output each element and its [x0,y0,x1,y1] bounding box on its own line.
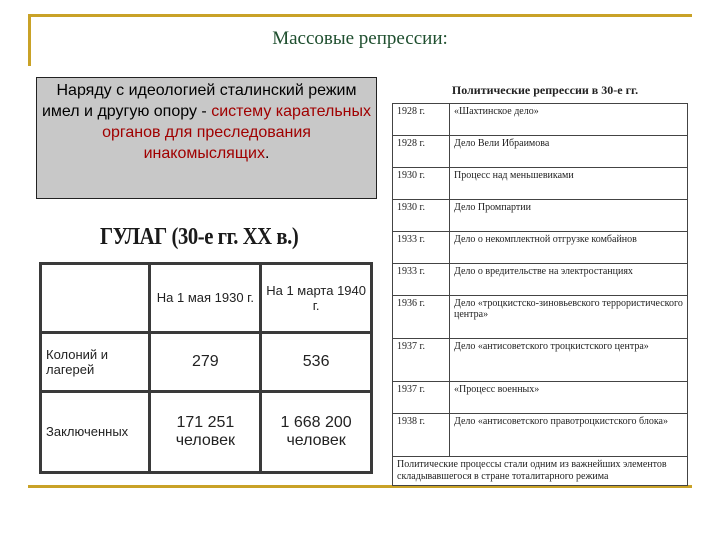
table-cell: 279 [150,332,261,391]
frame-top-line [28,14,692,17]
event-cell: Дело «троцкистско-зиновьевского террористического центра» [450,296,688,339]
column-header: На 1 мая 1930 г. [150,264,261,333]
year-cell: 1937 г. [393,339,450,382]
table-cell: 1 668 200 человек [261,391,372,472]
table-row [393,414,688,457]
year-cell: 1936 г. [393,296,450,339]
year-cell: 1930 г. [393,200,450,232]
event-cell: Процесс над меньшевиками [450,168,688,200]
table-row [393,232,688,264]
event-cell: Дело Промпартии [450,200,688,232]
summary-note: Политические процессы стали одним из важнейших элементов складывавшегося в стране тоталитарного режима [393,457,688,486]
table-row [41,264,372,333]
year-cell: 1933 г. [393,232,450,264]
table-row [393,168,688,200]
frame-left-line [28,14,31,66]
table-row [393,339,688,382]
callout-box [36,77,377,199]
year-cell: 1928 г. [393,104,450,136]
callout-text-end: . [264,145,270,162]
column-header: На 1 марта 1940 г. [261,264,372,333]
table-row [41,332,372,391]
table-corner-cell [41,264,150,333]
year-cell: 1937 г. [393,382,450,414]
year-cell: 1933 г. [393,264,450,296]
event-cell: Дело о вредительстве на электростанциях [450,264,688,296]
slide-title: Массовые репрессии: [272,28,448,49]
year-cell: 1930 г. [393,168,450,200]
gulag-table [39,262,373,474]
year-cell: 1938 г. [393,414,450,457]
row-header: Колоний и лагерей [41,332,150,391]
year-cell: 1928 г. [393,136,450,168]
event-cell: «Шахтинское дело» [450,104,688,136]
table-row [41,391,372,472]
table-row [393,457,688,486]
callout-text-red: систему карательных органов для преследования инакомыслящих [102,103,372,162]
event-cell: Дело Вели Ибраимова [450,136,688,168]
event-cell: Дело о некомплектной отгрузке комбайнов [450,232,688,264]
table-row [393,136,688,168]
event-cell: Дело «антисоветского троцкистского центра» [450,339,688,382]
row-header: Заключенных [41,391,150,472]
table-row [393,296,688,339]
callout-text-black: Наряду с идеологией сталинский режим имел и другую опору - [41,82,357,120]
table-cell: 171 251 человек [150,391,261,472]
event-cell: Дело «антисоветского правотроцкистского блока» [450,414,688,457]
table-cell: 536 [261,332,372,391]
table-row [393,382,688,414]
repressions-title: Политические репрессии в 30-е гг. [451,83,639,97]
gulag-title: ГУЛАГ (30-е гг. XX в.) [100,224,299,250]
repressions-table [392,103,688,486]
table-row [393,264,688,296]
event-cell: «Процесс военных» [450,382,688,414]
table-row [393,104,688,136]
table-row [393,200,688,232]
